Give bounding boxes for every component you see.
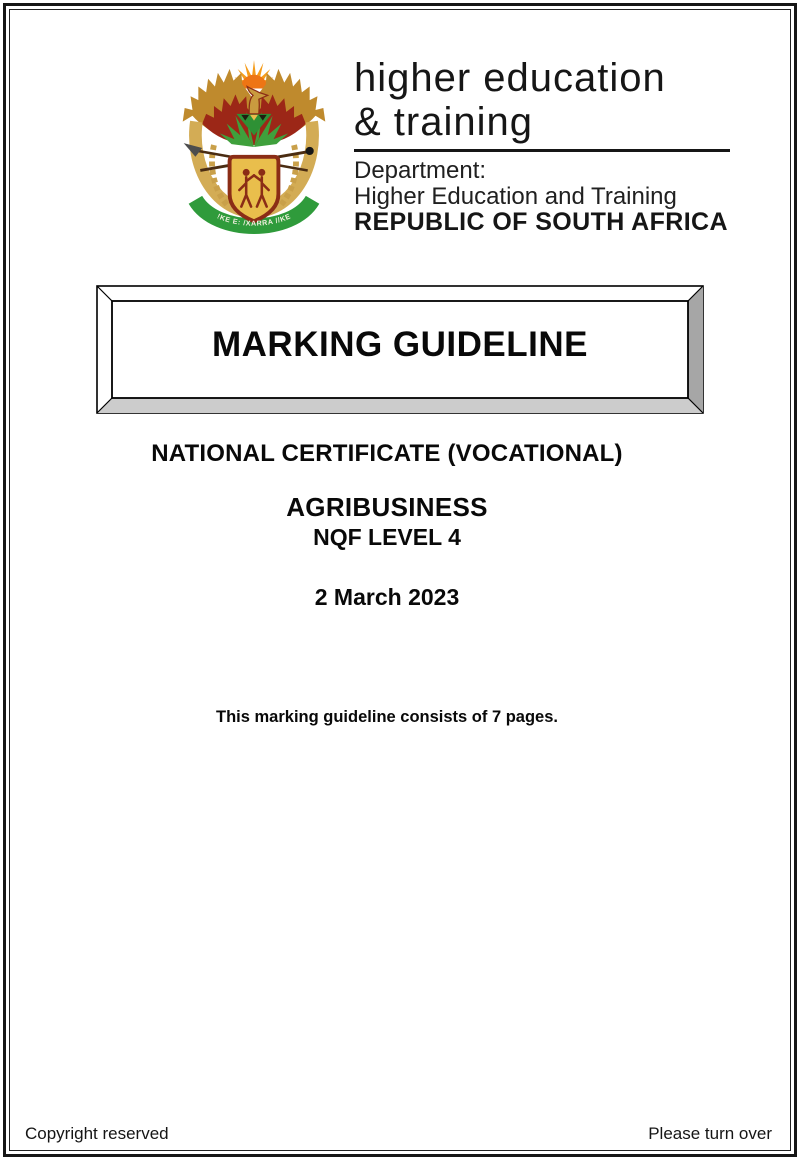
country-name: REPUBLIC OF SOUTH AFRICA: [354, 208, 728, 236]
exam-date: 2 March 2023: [314, 584, 460, 610]
pages-note: This marking guideline consists of 7 pages.: [216, 708, 558, 726]
footer-turn-over: Please turn over: [648, 1124, 772, 1143]
footer-copyright: Copyright reserved: [25, 1124, 169, 1143]
dept-wordmark: [354, 56, 730, 152]
nqf-level: NQF LEVEL 4: [313, 524, 461, 550]
page-title: MARKING GUIDELINE: [212, 324, 588, 364]
south-africa-coat-of-arms-icon: [171, 51, 337, 247]
motto-text: !KE E: /XARRA //KE: [215, 212, 293, 228]
dhet-logo: [171, 51, 730, 247]
department-name: Higher Education and Training: [354, 182, 677, 210]
logo-text: [354, 51, 730, 235]
subject-title: AGRIBUSINESS: [286, 492, 488, 522]
certificate-title: NATIONAL CERTIFICATE (VOCATIONAL): [151, 440, 623, 467]
marking-guideline-box: [96, 285, 704, 414]
wordmark-line2: & training: [354, 100, 533, 144]
wordmark-line1: higher education: [354, 56, 666, 100]
shield: [230, 157, 279, 221]
department-label: Department:: [354, 157, 487, 184]
